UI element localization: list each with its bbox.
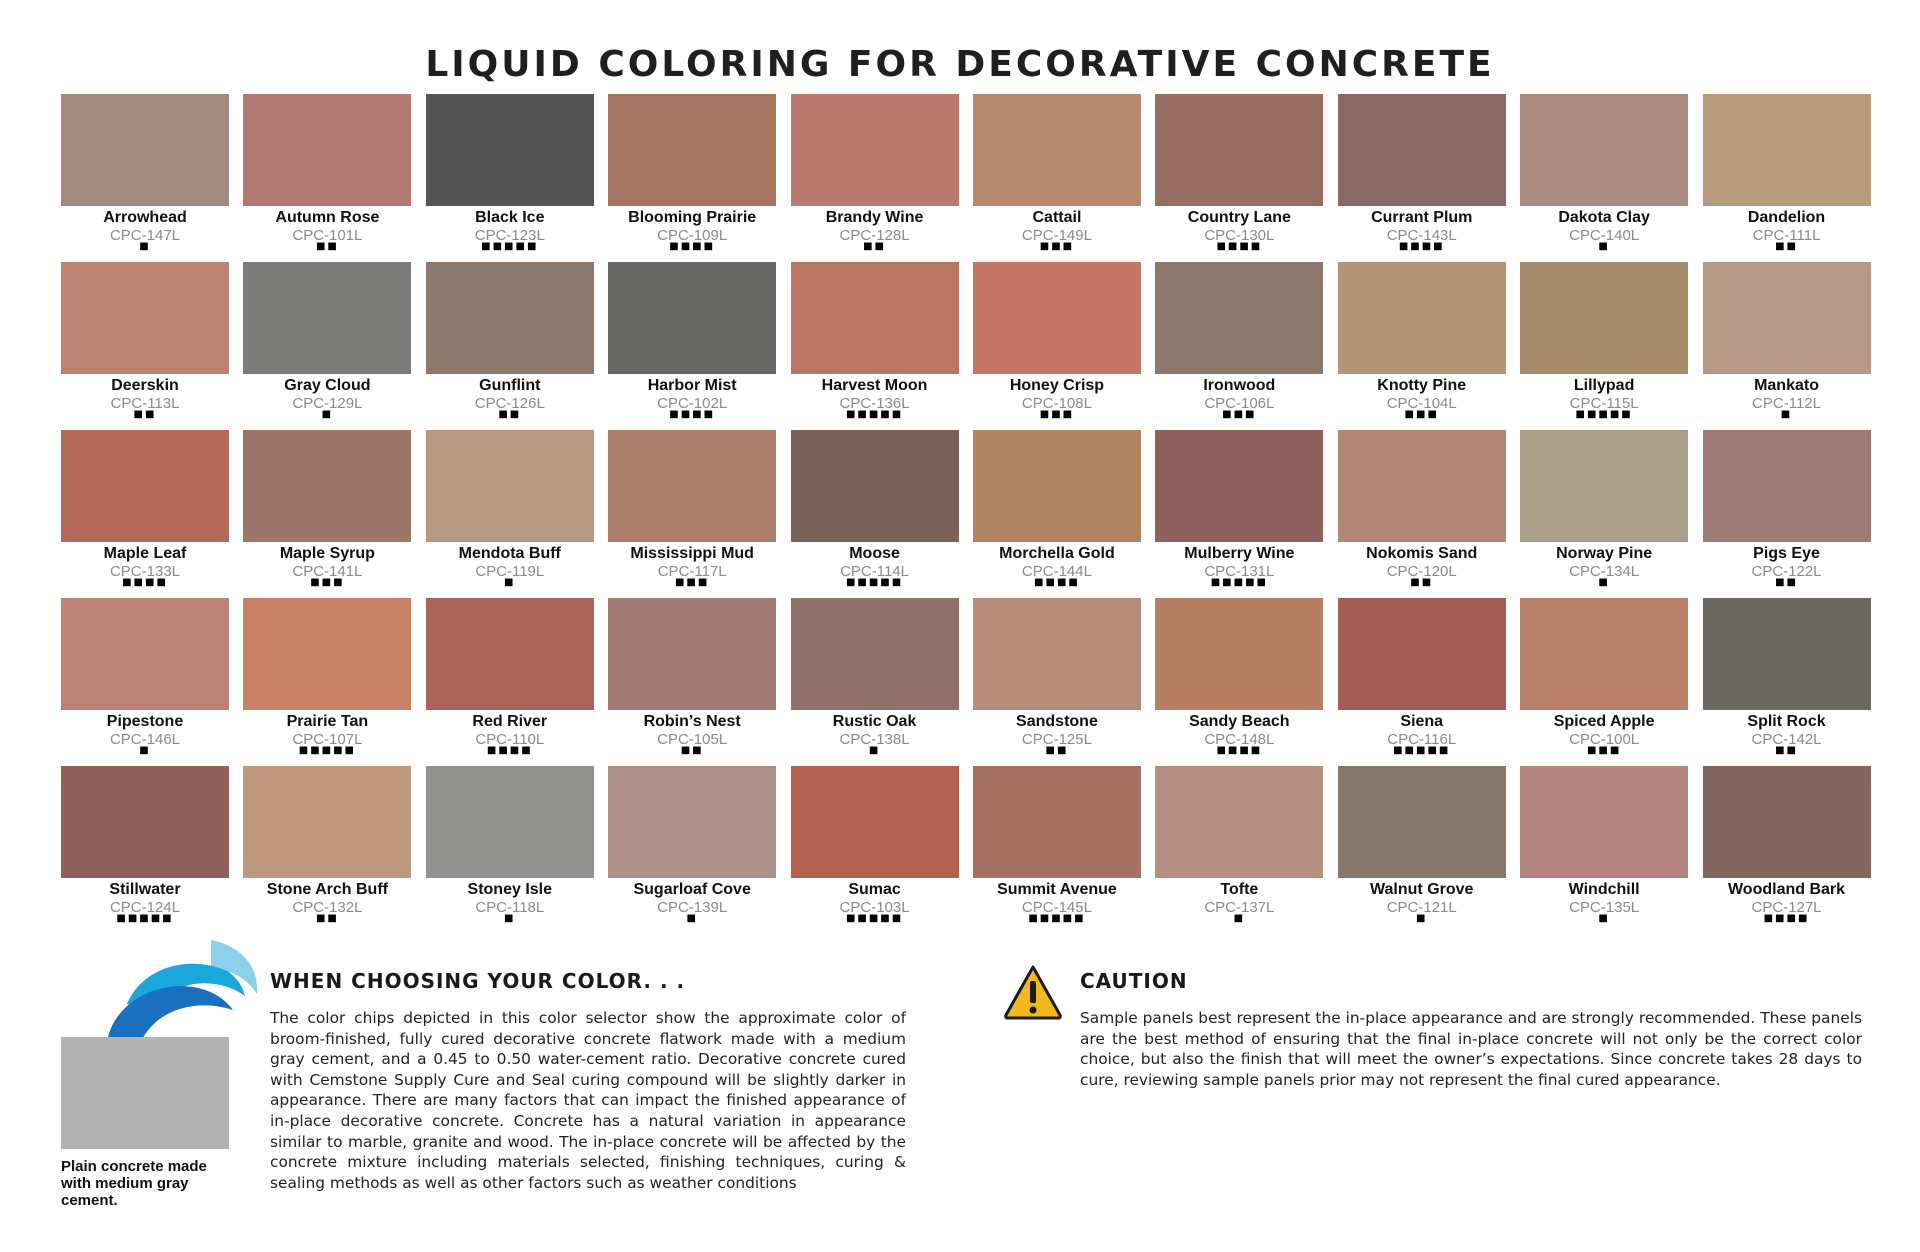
color-name: Maple Leaf	[103, 545, 187, 562]
color-swatch	[243, 598, 411, 710]
color-swatch	[1520, 262, 1688, 374]
intensity-dots: ■■	[315, 913, 339, 924]
intensity-dots: ■■■■■	[1393, 745, 1451, 756]
color-swatch	[61, 766, 229, 878]
color-code: CPC-144L	[1021, 563, 1092, 580]
intensity-dots: ■■	[498, 409, 522, 420]
intensity-dots: ■	[504, 577, 516, 588]
color-name: Morchella Gold	[999, 545, 1115, 562]
intensity-dots: ■	[868, 745, 881, 756]
color-chip	[973, 598, 1141, 766]
color-name: Mankato	[1754, 377, 1819, 394]
color-swatch	[426, 262, 594, 374]
color-name: Prairie Tan	[286, 713, 369, 730]
intensity-dots: ■■■	[1039, 241, 1075, 252]
color-name: Brandy Wine	[825, 209, 924, 226]
intensity-dots: ■■■■	[1398, 241, 1445, 252]
intensity-dots: ■	[504, 913, 516, 924]
color-chip	[1155, 430, 1323, 598]
color-name: Windchill	[1568, 881, 1640, 898]
warning-icon	[1003, 964, 1063, 1020]
intensity-dots: ■■■■■	[845, 409, 904, 420]
color-name: Moose	[849, 545, 900, 562]
color-swatch	[608, 766, 776, 878]
color-chip	[1155, 94, 1323, 262]
intensity-dots: ■■■■	[1034, 577, 1080, 588]
color-swatch	[608, 94, 776, 206]
color-name: Gray Cloud	[284, 377, 371, 394]
color-swatch	[1703, 598, 1871, 710]
color-chip	[608, 766, 776, 934]
color-code: CPC-147L	[109, 227, 181, 244]
color-swatch	[973, 766, 1141, 878]
color-name: Currant Plum	[1371, 209, 1473, 226]
intensity-dots: ■■■■■	[298, 745, 357, 756]
color-swatch	[1703, 430, 1871, 542]
color-name: Red River	[472, 713, 548, 730]
color-name: Cattail	[1032, 209, 1082, 226]
color-chip	[608, 262, 776, 430]
color-swatch	[243, 766, 411, 878]
intensity-dots: ■	[321, 409, 334, 420]
color-chip	[1520, 766, 1688, 934]
color-code: CPC-103L	[839, 899, 910, 916]
color-name: Walnut Grove	[1370, 881, 1474, 898]
color-name: Harvest Moon	[821, 377, 928, 394]
color-chip	[791, 94, 959, 262]
color-swatch	[1155, 430, 1323, 542]
caution-heading: CAUTION	[1080, 969, 1188, 993]
color-chip	[243, 430, 411, 598]
color-chip	[791, 262, 959, 430]
color-swatch	[1155, 766, 1323, 878]
color-name: Nokomis Sand	[1366, 545, 1478, 562]
color-code: CPC-133L	[109, 563, 181, 580]
color-code: CPC-146L	[109, 731, 181, 748]
color-code: CPC-109L	[657, 227, 728, 244]
plain-concrete-swatch	[61, 1037, 229, 1149]
color-name: Rustic Oak	[832, 713, 917, 730]
color-code: CPC-115L	[1569, 395, 1639, 412]
color-code: CPC-120L	[1386, 563, 1457, 580]
intensity-dots: ■■■■	[1216, 241, 1263, 252]
color-chip	[1520, 94, 1688, 262]
color-name: Harbor Mist	[647, 377, 737, 394]
color-swatch	[608, 262, 776, 374]
color-chip	[61, 430, 229, 598]
color-swatch	[1703, 262, 1871, 374]
color-swatch	[243, 262, 411, 374]
color-code: CPC-119L	[475, 563, 545, 580]
color-code: CPC-137L	[1204, 899, 1275, 916]
intensity-dots: ■	[686, 913, 698, 924]
color-chip	[1520, 598, 1688, 766]
color-code: CPC-128L	[839, 227, 910, 244]
color-chip	[426, 766, 594, 934]
color-swatch	[243, 94, 411, 206]
color-name: Mulberry Wine	[1184, 545, 1295, 562]
intensity-dots: ■■■	[1404, 409, 1439, 420]
color-chip	[61, 766, 229, 934]
color-swatch	[1338, 430, 1506, 542]
intensity-dots: ■■■	[1039, 409, 1075, 420]
color-name: Tofte	[1220, 881, 1259, 898]
color-name: Robin’s Nest	[643, 713, 741, 730]
color-code: CPC-106L	[1204, 395, 1275, 412]
color-chip	[426, 598, 594, 766]
intensity-dots: ■■■■	[669, 409, 716, 420]
color-chip	[1338, 766, 1506, 934]
color-swatch	[1338, 262, 1506, 374]
color-name: Autumn Rose	[275, 209, 380, 226]
color-swatch	[1703, 766, 1871, 878]
intensity-dots: ■■■	[1586, 745, 1622, 756]
color-chip	[1338, 598, 1506, 766]
intensity-dots: ■■■■	[1216, 745, 1263, 756]
intensity-dots: ■■■■	[486, 745, 533, 756]
color-code: CPC-142L	[1751, 731, 1822, 748]
choosing-body: The color chips depicted in this color selector show the approximate color of broom-finished, fully cured decorative concrete flatwork made with a medium gray cement, and a 0.45 to 0.50 water-cement ratio. Decorative concrete cured with Cemstone Supply Cure and Seal curing compound will be slightly darker in appearance. There are many factors that can impact the finished appearance of in-place decorative concrete. Concrete has a natural variation in appearance similar to marble, granite and wood. The in-place concrete will be affected by the concrete mixture including materials selected, finishing techniques, curing & sealing methods as well as other factors such as weather conditions	[270, 1009, 906, 1192]
color-swatch	[791, 94, 959, 206]
intensity-dots: ■	[1780, 409, 1793, 420]
color-code: CPC-101L	[292, 227, 363, 244]
color-code: CPC-140L	[1569, 227, 1640, 244]
color-chip	[1155, 262, 1323, 430]
intensity-dots: ■■■	[674, 577, 710, 588]
color-chip	[243, 598, 411, 766]
color-chip	[973, 766, 1141, 934]
color-code: CPC-143L	[1386, 227, 1457, 244]
color-swatch	[1520, 430, 1688, 542]
color-chip	[973, 430, 1141, 598]
color-swatch	[243, 430, 411, 542]
intensity-dots: ■■■■■	[1575, 409, 1633, 420]
color-swatch	[61, 598, 229, 710]
color-swatch	[791, 262, 959, 374]
color-code: CPC-117L	[657, 563, 727, 580]
color-name: Sandy Beach	[1189, 713, 1290, 730]
color-code: CPC-114L	[840, 563, 910, 580]
color-chip	[243, 262, 411, 430]
intensity-dots: ■	[1598, 577, 1610, 588]
color-swatch	[1155, 94, 1323, 206]
color-swatch	[426, 766, 594, 878]
color-name: Mississippi Mud	[630, 545, 754, 562]
color-code: CPC-113L	[110, 395, 180, 412]
intensity-dots: ■■■■■	[1028, 913, 1086, 924]
intensity-dots: ■■	[863, 241, 887, 252]
color-swatch	[426, 94, 594, 206]
color-code: CPC-108L	[1021, 395, 1092, 412]
color-name: Lillypad	[1573, 377, 1635, 394]
color-name: Stillwater	[109, 881, 181, 898]
color-name: Sumac	[848, 881, 901, 898]
intensity-dots: ■	[1416, 913, 1428, 924]
color-swatch	[1703, 94, 1871, 206]
intensity-dots: ■■	[133, 409, 157, 420]
color-chip	[608, 94, 776, 262]
color-chip	[426, 430, 594, 598]
color-code: CPC-121L	[1386, 899, 1457, 916]
color-chip	[1338, 94, 1506, 262]
color-chip	[243, 94, 411, 262]
color-name: Honey Crisp	[1009, 377, 1105, 394]
color-chip	[1338, 430, 1506, 598]
intensity-dots: ■	[139, 745, 151, 756]
color-name: Sandstone	[1016, 713, 1098, 730]
color-chip	[1703, 598, 1871, 766]
color-name: Summit Avenue	[997, 881, 1117, 898]
color-swatch	[973, 598, 1141, 710]
color-swatch	[61, 430, 229, 542]
color-swatch	[1155, 598, 1323, 710]
color-code: CPC-139L	[657, 899, 728, 916]
color-code: CPC-112L	[1752, 395, 1821, 412]
color-code: CPC-104L	[1386, 395, 1457, 412]
color-code: CPC-122L	[1751, 563, 1822, 580]
color-name: Deerskin	[111, 377, 179, 394]
color-chip-grid	[61, 94, 1867, 934]
color-chip	[1703, 94, 1871, 262]
color-swatch	[608, 598, 776, 710]
color-name: Woodland Bark	[1727, 881, 1846, 898]
color-code: CPC-100L	[1569, 731, 1640, 748]
color-code: CPC-148L	[1204, 731, 1275, 748]
intensity-dots: ■■	[1045, 745, 1069, 756]
color-name: Sugarloaf Cove	[633, 881, 751, 898]
color-swatch	[973, 94, 1141, 206]
intensity-dots: ■■	[1410, 577, 1434, 588]
color-chip	[426, 262, 594, 430]
intensity-dots: ■■	[315, 241, 339, 252]
color-name: Country Lane	[1187, 209, 1291, 226]
intensity-dots: ■■	[680, 745, 704, 756]
caution-body: Sample panels best represent the in-place appearance and are strongly recommended. These panels are the best method of ensuring that the final in-place concrete will not only be the correct color choice, but also the finish that will meet the owner’s expectations. Since concrete takes 28 days to cure, reviewing sample panels prior may not represent the final cured appearance.	[1080, 1009, 1862, 1089]
color-code: CPC-130L	[1204, 227, 1275, 244]
color-swatch	[608, 430, 776, 542]
color-swatch	[61, 94, 229, 206]
color-name: Pipestone	[106, 713, 184, 730]
intensity-dots: ■■■■■	[1210, 577, 1268, 588]
color-name: Pigs Eye	[1753, 545, 1820, 562]
color-code: CPC-116L	[1387, 731, 1457, 748]
intensity-dots: ■	[1598, 913, 1610, 924]
color-chip	[1703, 766, 1871, 934]
color-swatch	[791, 430, 959, 542]
color-chip	[1703, 430, 1871, 598]
color-name: Ironwood	[1203, 377, 1276, 394]
color-name: Blooming Prairie	[628, 209, 757, 226]
intensity-dots: ■■	[1775, 577, 1798, 588]
color-code: CPC-149L	[1021, 227, 1092, 244]
color-chip	[243, 766, 411, 934]
intensity-dots: ■■■	[310, 577, 345, 588]
plain-concrete-label: Plain concrete made with medium gray cement.	[61, 1158, 207, 1209]
color-code: CPC-138L	[839, 731, 910, 748]
intensity-dots: ■■■	[1222, 409, 1257, 420]
color-swatch	[426, 598, 594, 710]
color-name: Siena	[1400, 713, 1444, 730]
color-chip	[1703, 262, 1871, 430]
color-swatch	[1520, 598, 1688, 710]
color-chip	[608, 598, 776, 766]
color-name: Dandelion	[1747, 209, 1826, 226]
color-code: CPC-125L	[1021, 731, 1092, 748]
color-chip	[1520, 262, 1688, 430]
intensity-dots: ■■■■■	[481, 241, 539, 252]
color-swatch	[1520, 94, 1688, 206]
color-name: Split Rock	[1747, 713, 1826, 730]
color-code: CPC-123L	[474, 227, 545, 244]
color-code: CPC-131L	[1204, 563, 1275, 580]
color-chip	[791, 766, 959, 934]
color-swatch	[1338, 598, 1506, 710]
color-code: CPC-110L	[475, 731, 545, 748]
color-chip	[1520, 430, 1688, 598]
color-chip	[61, 598, 229, 766]
color-code: CPC-118L	[475, 899, 545, 916]
color-name: Maple Syrup	[279, 545, 375, 562]
intensity-dots: ■■■■	[122, 577, 168, 588]
color-chip	[791, 430, 959, 598]
color-name: Mendota Buff	[458, 545, 561, 562]
color-chip	[973, 94, 1141, 262]
intensity-dots: ■■■■■	[845, 913, 904, 924]
color-code: CPC-136L	[839, 395, 910, 412]
color-code: CPC-135L	[1569, 899, 1640, 916]
color-chip	[1155, 766, 1323, 934]
intensity-dots: ■■■■■	[845, 577, 904, 588]
color-swatch	[1155, 262, 1323, 374]
intensity-dots: ■	[1233, 913, 1246, 924]
color-chip	[791, 598, 959, 766]
color-code: CPC-132L	[292, 899, 363, 916]
color-code: CPC-124L	[109, 899, 181, 916]
color-chip	[1338, 262, 1506, 430]
color-chip	[426, 94, 594, 262]
color-swatch	[1338, 766, 1506, 878]
color-code: CPC-126L	[474, 395, 545, 412]
color-name: Spiced Apple	[1553, 713, 1655, 730]
intensity-dots: ■	[1598, 241, 1610, 252]
color-swatch	[973, 430, 1141, 542]
color-name: Arrowhead	[103, 209, 187, 226]
color-name: Black Ice	[475, 209, 545, 226]
intensity-dots: ■■■■■	[116, 913, 174, 924]
color-code: CPC-111L	[1752, 227, 1821, 244]
color-name: Gunflint	[479, 377, 541, 394]
color-swatch	[1520, 766, 1688, 878]
color-swatch	[791, 598, 959, 710]
color-name: Norway Pine	[1556, 545, 1653, 562]
color-name: Dakota Clay	[1558, 209, 1650, 226]
color-code: CPC-129L	[292, 395, 363, 412]
intensity-dots: ■■■■	[1763, 913, 1810, 924]
intensity-dots: ■■■■	[669, 241, 716, 252]
color-chip	[973, 262, 1141, 430]
color-code: CPC-107L	[292, 731, 363, 748]
color-swatch	[973, 262, 1141, 374]
color-code: CPC-102L	[657, 395, 728, 412]
color-code: CPC-127L	[1751, 899, 1822, 916]
choosing-heading: WHEN CHOOSING YOUR COLOR. . .	[270, 969, 686, 993]
color-code: CPC-145L	[1021, 899, 1092, 916]
intensity-dots: ■	[139, 241, 151, 252]
color-swatch	[426, 430, 594, 542]
color-chip	[608, 430, 776, 598]
intensity-dots: ■■	[1775, 241, 1798, 252]
page-title: LIQUID COLORING FOR DECORATIVE CONCRETE	[425, 44, 1495, 85]
color-swatch	[791, 766, 959, 878]
color-swatch	[61, 262, 229, 374]
color-code: CPC-105L	[657, 731, 728, 748]
color-chip	[1155, 598, 1323, 766]
color-code: CPC-134L	[1569, 563, 1640, 580]
intensity-dots: ■■	[1775, 745, 1798, 756]
color-name: Stone Arch Buff	[266, 881, 388, 898]
color-name: Knotty Pine	[1377, 377, 1467, 394]
color-code: CPC-141L	[292, 563, 363, 580]
color-chip	[61, 262, 229, 430]
color-chip	[61, 94, 229, 262]
color-swatch	[1338, 94, 1506, 206]
color-name: Stoney Isle	[467, 881, 553, 898]
